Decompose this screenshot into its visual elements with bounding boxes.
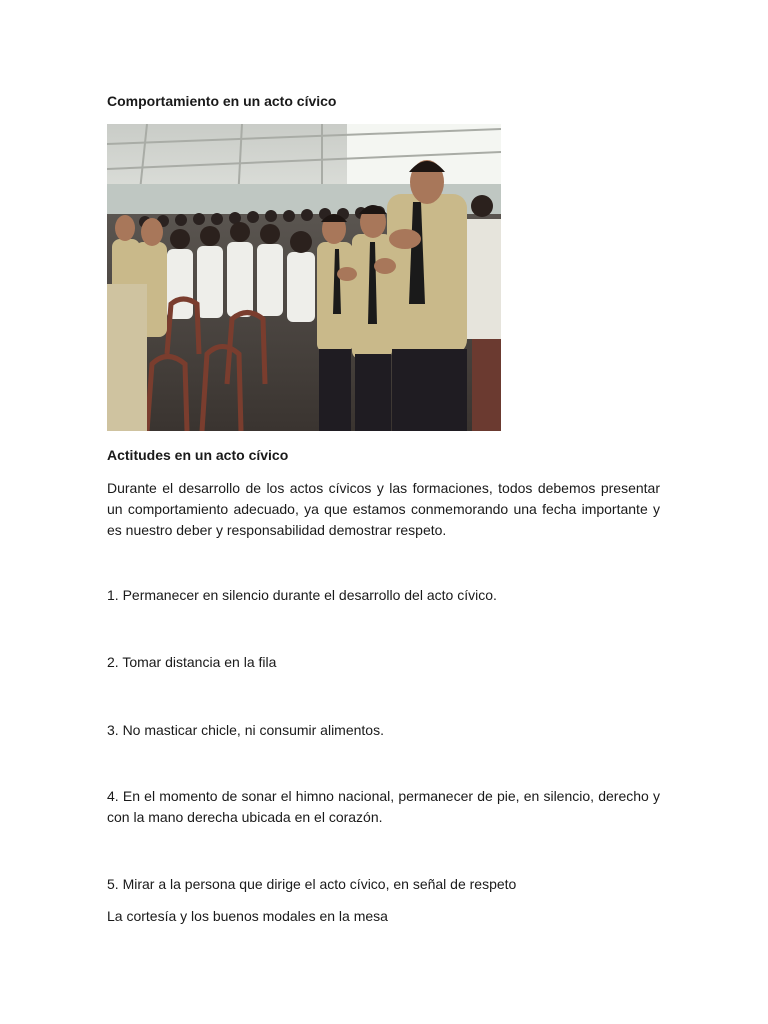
list-item: 4. En el momento de sonar el himno nacional, permanecer de pie, en silencio, derecho y con la mano derecha ubicada en el corazón. [107, 788, 660, 825]
section-heading: Actitudes en un acto cívico [107, 447, 289, 463]
list-item: 1. Permanecer en silencio durante el desarrollo del acto cívico. [107, 587, 497, 603]
list-item: 5. Mirar a la persona que dirige el acto cívico, en señal de respeto [107, 876, 517, 892]
intro-paragraph: Durante el desarrollo de los actos cívicos y las formaciones, todos debemos presentar un comportamiento adecuado, ya que estamos conmemorando una fecha importante y es nuestro deber y responsabilidad demostrar respeto. [107, 480, 660, 538]
list-item: 3. No masticar chicle, ni consumir alimentos. [107, 722, 384, 738]
civic-act-photo [107, 124, 501, 431]
closing-line: La cortesía y los buenos modales en la mesa [107, 908, 388, 924]
list-item: 2. Tomar distancia en la fila [107, 654, 277, 670]
page-title: Comportamiento en un acto cívico [107, 93, 337, 109]
